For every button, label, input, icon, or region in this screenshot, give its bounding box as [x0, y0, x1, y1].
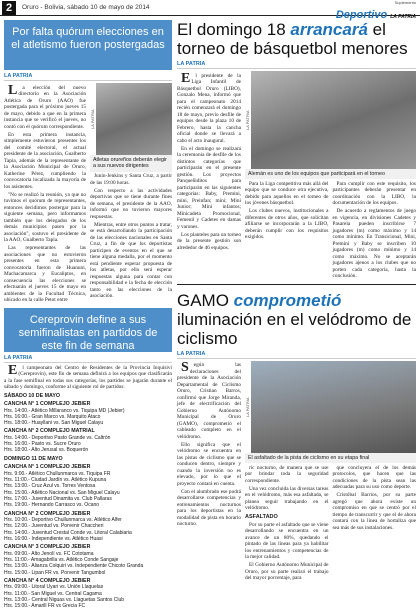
basketball-headline-a: El domingo 18	[177, 20, 291, 39]
cycling-headline-a: GAMO	[177, 290, 234, 310]
schedule-match: Hrs. 09:00.- Litoral Uyari vs. Unión Llaquelas	[4, 584, 104, 591]
basketball-para: De acuerdo a reglamentos de juego en vigencia, en divisiones Cadetes y Pasarela pueden inscribirse 7 jugadores (m) como máximo y 14 como mínimo. En Transicional, Mini, Premini y Baby se inscriben 10 jugadores (m) como mínimo y 14 como máximo. No se aceptarán jugadores ajenos a los clubes que no porten cada categoría, hasta la conclusión.	[332, 208, 416, 280]
schedule-heading: CANCHA N° 4 COMPLEJO JEBIER	[4, 577, 91, 584]
masthead-supplement: Suplemento	[394, 0, 416, 5]
cereprovin-intro: El campeonato del Centro de Residentes de la Provincia Inquisivi (Cereprovin), este fin de semana definirá a los equipos que clasificarán a la fase semifinal en todas sus categorías, los partidos se jugarán durante el sábado y domingo, conforme al siguiente rol de partidos:	[4, 362, 172, 390]
cycling-headline-b: iluminación en el velódromo de ciclismo	[177, 309, 412, 348]
basketball-article	[177, 71, 416, 280]
photo-credit: LA PATRIA	[245, 71, 251, 169]
basketball-headline	[177, 20, 416, 58]
basketball-para: En el domingo se realizará la ceremonia de desfile de los distintos categorías que participarán en el presente gestión. Los proyectos Panqueñiditos para participarán en las siguientes categorías: Baby, Premini, mini, Preinfan; mini; Mini Junior; Mini infantos; Minicadeta Promocional, Femenil y Cadetes en damas y varones.	[177, 145, 241, 230]
schedule-heading: SÁBADO 10 DE MAYO	[4, 392, 61, 399]
photo-credit: LA PATRIA	[245, 361, 251, 453]
masthead-title-a: Deportivo	[335, 9, 388, 21]
basketball-para: Para cumplir con este requisito, los participantes deberán presentar en coordinación con la LIBO, la documentación de los equipos.	[332, 180, 416, 207]
cereprovin-headline: Cereprovin define a sus semifinalistas en partidos de este fin de semana	[4, 308, 172, 352]
photo-credit: LA PATRIA	[90, 83, 96, 155]
athletes-photo-caption: Atletas orureños deberán elegir a sus nuevos dirigentes	[90, 155, 172, 172]
cycling-para: Con el alumbrado ese podrá desarrollarse competencias y entrenamientos nocturnos para los deportistas en la modalidad de pista en horario nocturno.	[177, 488, 241, 528]
schedule-match: Hrs. 15:00.- Atlético Nacional vs. San Miguel Calayu	[4, 489, 120, 496]
schedule-match: Hrs. 16:00.- Pasto vs. Sucre Oruro	[4, 441, 81, 448]
velodrome-photo	[245, 361, 416, 453]
athletics-para: Junín-Jenkins y Santa Cruz, a partir de las 19:00 horas.	[90, 173, 172, 186]
cycling-kicker: LA PATRIA	[177, 351, 416, 359]
schedule-match: Hrs. 15:00.- Lipan FR vs. Porvenir Tangumbol	[4, 569, 106, 576]
athletics-kicker: LA PATRIA	[4, 73, 172, 81]
schedule-heading: CANCHA N° 1 COMPLEJO JEBIER	[4, 464, 91, 471]
schedule-match: Hrs. 11:00.- Amagabrilla vs. Atlético Conde Sangaje	[4, 557, 119, 564]
schedule-match: Hrs. 16:00.- Independiente vs. Atlético Huasi	[4, 535, 103, 542]
basketball-para: Los clubes nuevos, institucionales a diferentes de otros años, que solicitan afiliarse se incorporarán a la LIBO, deberán cumplir con los requisitos exigidos.	[245, 208, 329, 241]
schedule-heading: DOMINGO 11 DE MAYO	[4, 455, 63, 462]
cycling-para: Una vez concluida las diversas tareas en el velódromo, más esa asfaltada, se planea seguir trabajando en el velódromo.	[245, 485, 329, 512]
cycling-headline	[177, 291, 416, 348]
schedule-match: Hrs. 17:00.- Juventud Dinamita vs. Club Pallaras	[4, 495, 112, 502]
schedule-match: Hrs. 18:00.- Alto Jerusal vs. Boquerón	[4, 447, 89, 454]
cycling-para: Ello significa que el velódromo se encuentra en las pistas de ciclismo que se conducen dentro, siempre y cuando la inversión no es elevado, por lo que el proyecto contará en cuenta.	[177, 441, 241, 487]
basketball-para: Los planteles para un torneo de la presente gestión son alrededor de 46 equipos.	[177, 231, 242, 251]
schedule-match: Hrs. 13:00.- Alianza Colquiri vs. Independiente Chicoto Granda	[4, 563, 144, 570]
athletics-para: La elección del nuevo directorio en la Asociación Atlética de Oruro (AAO) fue postergada para el próximo jueves 15 de mayo, debido a que en la primera instancia que se verificó el jueves, no contó con el quórum correspondiente.	[4, 82, 86, 130]
schedule-heading: CANCHA N° 3 COMPLEJO JEBIER	[4, 544, 91, 551]
cycling-para: Según las declaraciones del presidente de la Asociación Departamental de Ciclismo Oruro, Cristian Barros, confirmó que Jorge Miranda, jefe de electrificación del Gobierno Autónomo Municipal de Oruro (GAMO), comprometió el cableado completo en el velódromo.	[177, 360, 241, 440]
schedule-match: Hrs. 18:00.- Huayllani vs. San Miguel Calayu	[4, 420, 104, 427]
basketball-para: El presidente de la Liga Infantil de Básquetbol Oruro (LIBO), Gonzalo Mena, informó que para el campeonato 2014 recién comenzará el domingo 18 de mayo, previo desfile de equipos desde la plaza 10 de Febrero, hasta la cancha oficial donde se llevará a cabo el acto inaugural.	[177, 70, 241, 144]
cycling-para: que concluyera el de los demás protocolos, que hacen que las condiciones de la pista sean las adecuadas para su uso como deporte.	[332, 464, 416, 491]
cycling-col-1	[177, 361, 241, 582]
athletics-article	[4, 83, 172, 304]
schedule-match: Hrs. 13:00.- Cruz Azul vs. Torres Ventosa	[4, 483, 96, 490]
cycling-para: El Gobierno Autónomo Municipal de Oruro, por su parte realizó el trabajo del mayor porcentaje, para	[245, 562, 329, 582]
page-header	[0, 0, 420, 21]
schedule-match: Hrs. 14:00.- Atlético Millaranco vs. Tiquipa MD (Jebier)	[4, 407, 125, 414]
athletics-para: En esta primera instancia, simplemente estuvieron presentes los del comité electoral, el actual presidente de la asociación, Gualberto Tapia, además de la representante de la Asociación Municipal de Oruro, Katherine Pérez, cumpliendo la convocatoria localizada la mayoría de los asistentes.	[4, 131, 86, 190]
basketball-headline-em: arrancará	[290, 20, 368, 39]
cycling-para: Por su parte el asfaltado que se viene desarrollando se encuentra en un avance de un 80%, quedando el pintado de las líneas para ya habilitar los entrenamientos y competencias de la mejor calidad.	[245, 521, 329, 561]
schedule-heading: CANCHA N° 2 COMPLEJO JEBIER	[4, 510, 91, 517]
basketball-para: Para la Liga competitiva más allá del equipo que se conduce otra ejecutiva, debido para aquellos en el torneo de los jóvenes básquetbol.	[245, 180, 329, 207]
right-column	[177, 20, 416, 582]
left-column	[4, 20, 172, 610]
basketball-col-1	[177, 71, 241, 280]
schedule-match: Hrs. 10:00.- Deportivo Chullunmarca vs. Atlético Alfer	[4, 517, 122, 524]
schedule-match: Hrs. 13:00.- Central Niguas vs. Llaguetas Santos Club	[4, 597, 125, 604]
schedule-match: Hrs. 9:00.- Atlético Chullunmarca vs. Tiquipa FR	[4, 470, 111, 477]
schedule-heading: CANCHA N° 1 COMPLEJO JEBIER	[4, 401, 91, 407]
schedule-match: Hrs. 14:00.- Juventud Crestal Conde vs. Litoral Calabiaria	[4, 529, 132, 536]
page-number: 2	[2, 1, 16, 15]
schedule-match: Hrs. 11:00.- San Miguel vs. Central Cagama	[4, 590, 102, 597]
asfaltado-subhead: ASFALTADO	[245, 513, 278, 520]
cycling-headline-em: comprometió	[233, 290, 342, 310]
athletics-para: "No se realizó la reunión, ya que no tuvimos el quórum de representantes, entonces decidimos postergar para la siguiente semana, pero informamos también que los delegados de los demás municipios pasen por la asociación", sostuvo el presidente de la AAO, Gualberto Tapia.	[4, 191, 86, 243]
cycling-para: Cristóbal Barrios, por su parte agregó que ahora existe un compromiso en que se centró por el tiempo de transcurrir y que el de ahora contará con la línea de hortaliza que sea más de sus instalaciones.	[332, 492, 416, 531]
cycling-para: ric nocturno, de manera que se use por brindar toda la seguridad correspondiente.	[245, 464, 329, 484]
schedule-heading: CANCHA N° 2 COMPLEJO MATRIAL	[4, 428, 95, 435]
basketball-photo-caption: Alemán es uno de los equipos que participará en el torneo	[245, 169, 416, 179]
basketball-col-2-3	[245, 71, 416, 280]
athletics-para: Las representantes de las asociaciones que no estuvieron presentes en esta primera convocatoria fueron de Huanuni, Machacamarca y Eucaliptos, en consecuencia las elecciones se efectuarán el jueves 15 de mayo en ambientes de la Facultad Técnica, ubicado en la calle Petot entre	[4, 245, 86, 303]
match-schedule	[4, 393, 172, 610]
cycling-col-2-3	[245, 361, 416, 582]
schedule-match: Hrs. 14:00.- Deportivo Pasto Grande vs. Caltrón	[4, 434, 111, 441]
velodrome-photo-caption: El asfaltado de la pista de ciclismo en su etapa final	[245, 453, 416, 463]
section-divider	[177, 284, 416, 285]
athletics-para: Con respecto a las actividades deportivas que se tiene durante fines de semana, el presidente de la AAO, informó que no tuvieron mayores respuestas.	[90, 187, 172, 220]
schedule-match: Hrs. 16:00.- Gran Marco vs. Marquito Ataco	[4, 413, 101, 420]
athletics-para: Mientras, entre otros puntos a tratar, se está desarrollando la participación de las elecciones nacionales en Santa Cruz, a fin de que los deportistas participen de eventos en el que se tiene alguna medalla, por el momento está pendiente esperar propuesta de los atletas, por ello será esperar respuestas alguna para contar con responsabilidad e la fecha de elección tanto en las elecciones de la asociación.	[90, 221, 172, 300]
masthead-title-b: LA PATRIA	[390, 14, 416, 20]
athletes-photo	[90, 83, 172, 155]
athletics-col-1	[4, 83, 86, 304]
basketball-kicker: LA PATRIA	[177, 61, 416, 69]
schedule-match: Hrs. 09:00.- Alto Jenolí vs. FC Cototama	[4, 550, 94, 557]
athletics-headline: Por falta quórum elecciones en el atletismo fueron postergadas	[4, 20, 172, 70]
athletics-col-2	[90, 83, 172, 304]
dateline: Oruro - Bolivia, sábado 10 de mayo de 2014	[22, 4, 150, 11]
schedule-match: Hrs. 19:00.- Hernando Carrasco vs. Ocano	[4, 502, 100, 509]
schedule-match: Hrs. 12:00.- Juventud vs. Porvenir Chaccheri	[4, 523, 104, 530]
cycling-article	[177, 361, 416, 582]
schedule-match: Hrs. 11:00.- Ciudad Jardín vs. Atlético Kupuna	[4, 477, 107, 484]
schedule-match: Hrs. 15:00.- Amarill FR vs Grecia FC	[4, 603, 86, 610]
basketball-headline-b: el torneo de básquetbol menores	[177, 20, 408, 58]
basketball-team-photo	[245, 71, 416, 169]
cereprovin-kicker: LA PATRIA	[4, 355, 172, 363]
